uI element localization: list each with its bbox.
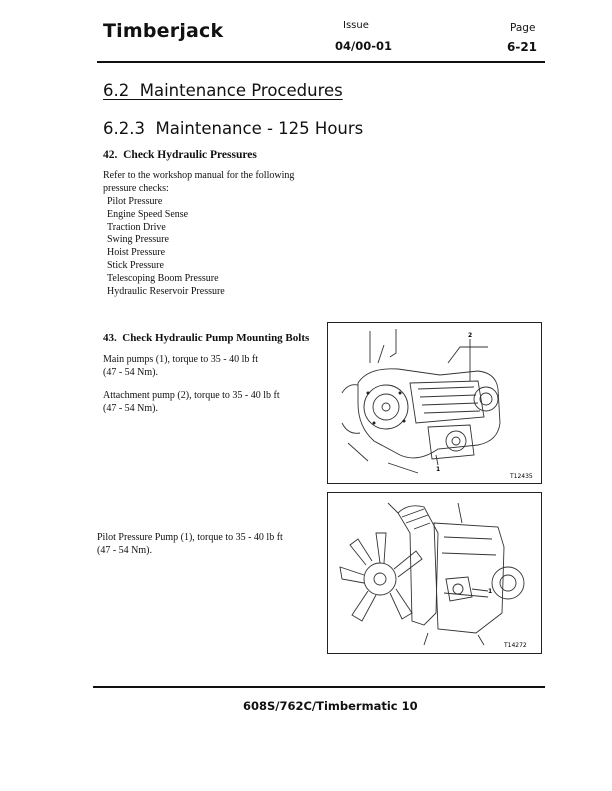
text-line: (47 - 54 Nm). <box>97 544 152 556</box>
hydraulic-pump-figure <box>327 322 542 484</box>
callout-label-1: 1 <box>436 466 441 473</box>
list-item: Telescoping Boom Pressure <box>107 272 219 284</box>
list-item: Traction Drive <box>107 221 166 233</box>
text-line: (47 - 54 Nm). <box>103 402 158 414</box>
list-item: Hoist Pressure <box>107 247 166 259</box>
text-line: Pilot Pressure Pump (1), torque to 35 - 40 lb ft <box>97 532 283 543</box>
item-42-intro <box>103 170 294 196</box>
page-label: Page <box>510 22 536 34</box>
figure-ref: T12435 <box>510 473 533 480</box>
brand-logo-text: Timberjack <box>103 20 224 42</box>
callout-label-1: 1 <box>488 588 493 595</box>
list-item: Pilot Pressure <box>107 196 163 207</box>
header-divider <box>97 61 545 63</box>
pressure-check-list <box>107 196 225 298</box>
hydraulic-pump-illustration <box>328 323 541 483</box>
text-line: (47 - 54 Nm). <box>103 366 158 378</box>
figure-ref: T14272 <box>504 642 527 649</box>
page-number: 6-21 <box>507 40 538 54</box>
pilot-pump-figure <box>327 492 542 654</box>
text-line: Main pumps (1), torque to 35 - 40 lb ft <box>103 354 258 365</box>
subsection-title: 6.2.3 Maintenance - 125 Hours <box>103 119 364 138</box>
item-43-heading: 43. Check Hydraulic Pump Mounting Bolts <box>103 332 310 344</box>
pilot-pump-torque-text <box>97 532 283 558</box>
list-item: Hydraulic Reservoir Pressure <box>107 285 225 297</box>
text-line: Attachment pump (2), torque to 35 - 40 lb ft <box>103 390 280 401</box>
callout-label-2: 2 <box>468 332 473 339</box>
issue-label: Issue <box>343 20 369 31</box>
section-title: 6.2 Maintenance Procedures <box>103 81 343 100</box>
footer-model-text: 608S/762C/Timbermatic 10 <box>243 699 418 713</box>
item-42-heading: 42. Check Hydraulic Pressures <box>103 149 257 161</box>
footer-divider <box>93 686 545 688</box>
item-42-intro-line: pressure checks: <box>103 182 169 194</box>
main-pumps-torque-text <box>103 354 258 380</box>
issue-value: 04/00-01 <box>335 39 392 53</box>
attachment-pump-torque-text <box>103 390 280 416</box>
list-item: Stick Pressure <box>107 259 164 271</box>
item-42-intro-line: Refer to the workshop manual for the following <box>103 170 295 181</box>
pilot-pump-illustration <box>328 493 541 653</box>
list-item: Swing Pressure <box>107 234 169 246</box>
list-item: Engine Speed Sense <box>107 208 189 220</box>
